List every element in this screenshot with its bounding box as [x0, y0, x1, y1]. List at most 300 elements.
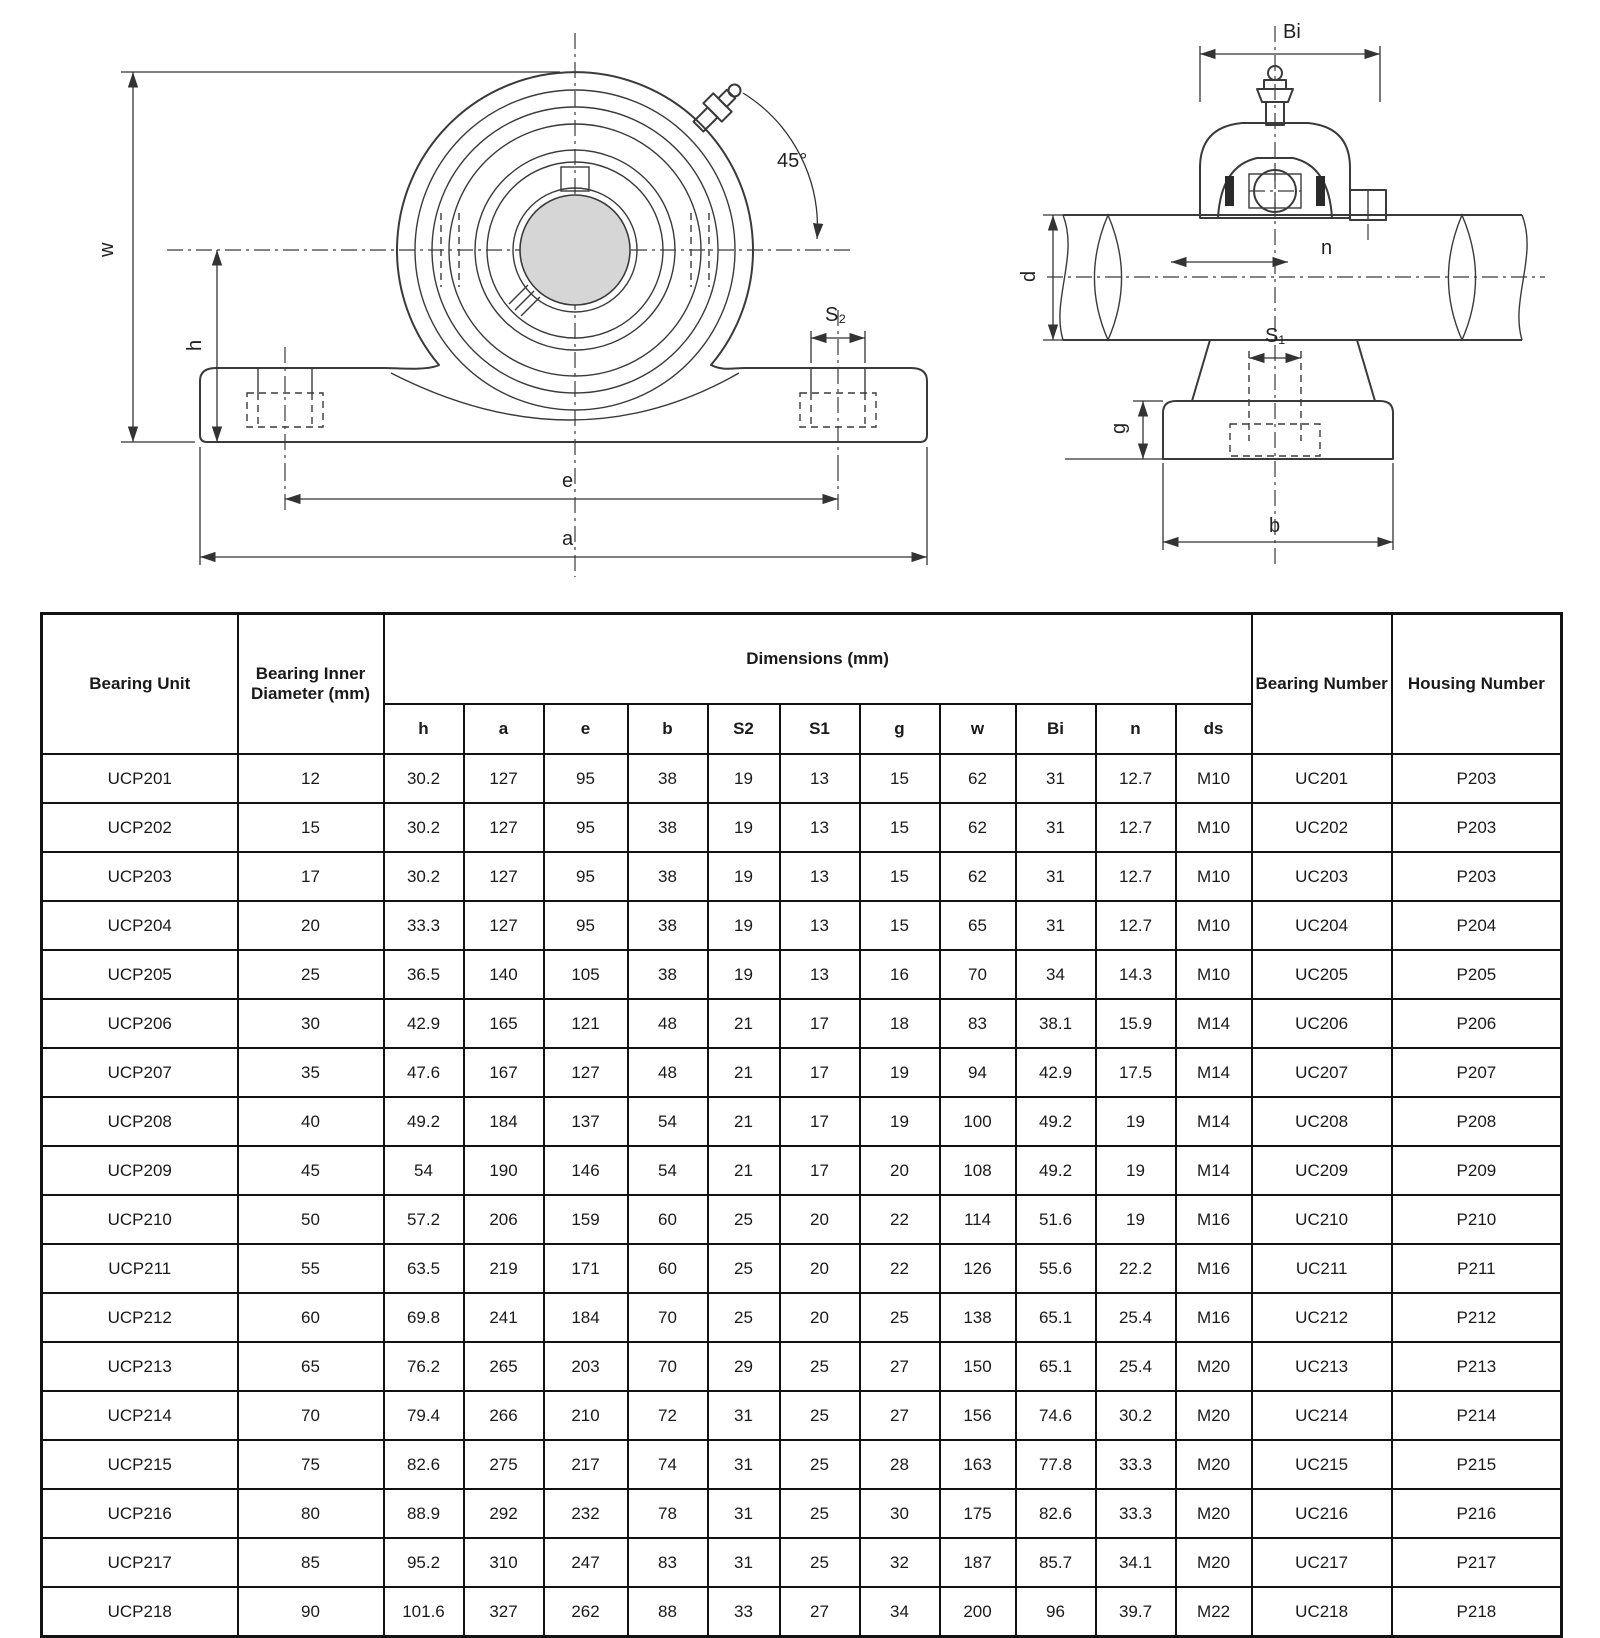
table-cell: P203 [1392, 754, 1562, 803]
table-cell: 15 [238, 803, 384, 852]
table-cell: 12.7 [1096, 852, 1176, 901]
table-row [42, 1097, 1562, 1146]
table-cell: 31 [1016, 852, 1096, 901]
table-cell: 90 [238, 1587, 384, 1637]
table-cell: P204 [1392, 901, 1562, 950]
table-cell: 21 [708, 999, 780, 1048]
dim-label-a: a [562, 528, 574, 550]
table-cell: 96 [1016, 1587, 1096, 1637]
table-cell: UCP216 [42, 1489, 238, 1538]
header-dimensions-group: Dimensions (mm) [384, 614, 1252, 705]
table-cell: 15 [860, 852, 940, 901]
table-cell: 206 [464, 1195, 544, 1244]
table-cell: 60 [628, 1244, 708, 1293]
table-cell: UCP210 [42, 1195, 238, 1244]
table-cell: 187 [940, 1538, 1016, 1587]
table-cell: 12.7 [1096, 803, 1176, 852]
table-cell: M10 [1176, 754, 1252, 803]
dim-label-g: g [1108, 422, 1130, 434]
table-cell: 65 [238, 1342, 384, 1391]
table-cell: 95 [544, 901, 628, 950]
table-cell: 34.1 [1096, 1538, 1176, 1587]
table-cell: 54 [628, 1146, 708, 1195]
grease-passage [509, 285, 540, 316]
table-cell: 25 [780, 1391, 860, 1440]
table-cell: 70 [940, 950, 1016, 999]
table-cell: UCP218 [42, 1587, 238, 1637]
table-cell: UCP207 [42, 1048, 238, 1097]
table-cell: P217 [1392, 1538, 1562, 1587]
table-cell: 25 [708, 1195, 780, 1244]
dimension-b [1163, 463, 1393, 550]
table-cell: 38 [628, 950, 708, 999]
table-cell: 21 [708, 1048, 780, 1097]
table-cell: 25 [708, 1293, 780, 1342]
table-cell: 28 [860, 1440, 940, 1489]
table-cell: UC210 [1252, 1195, 1392, 1244]
table-cell: 38 [628, 803, 708, 852]
table-cell: 77.8 [1016, 1440, 1096, 1489]
table-cell: 65 [940, 901, 1016, 950]
table-cell: UCP212 [42, 1293, 238, 1342]
table-cell: 34 [860, 1587, 940, 1637]
bearing-cap-section [1200, 123, 1350, 218]
table-cell: 105 [544, 950, 628, 999]
table-cell: 14.3 [1096, 950, 1176, 999]
table-cell: 17.5 [1096, 1048, 1176, 1097]
dim-label-s2: S₂ [825, 304, 847, 326]
table-row [42, 1587, 1562, 1637]
table-cell: 22 [860, 1244, 940, 1293]
table-cell: 48 [628, 1048, 708, 1097]
table-cell: 38.1 [1016, 999, 1096, 1048]
table-cell: 70 [628, 1293, 708, 1342]
table-cell: 25.4 [1096, 1293, 1176, 1342]
table-cell: 163 [940, 1440, 1016, 1489]
table-cell: 25 [860, 1293, 940, 1342]
table-cell: 78 [628, 1489, 708, 1538]
table-cell: 29 [708, 1342, 780, 1391]
table-row [42, 1391, 1562, 1440]
table-cell: 13 [780, 852, 860, 901]
table-cell: 32 [860, 1538, 940, 1587]
table-row [42, 1342, 1562, 1391]
table-cell: 20 [860, 1146, 940, 1195]
table-cell: 19 [708, 852, 780, 901]
table-cell: P207 [1392, 1048, 1562, 1097]
table-cell: 12.7 [1096, 754, 1176, 803]
table-cell: 19 [860, 1048, 940, 1097]
table-cell: P210 [1392, 1195, 1562, 1244]
table-cell: 200 [940, 1587, 1016, 1637]
table-cell: 19 [708, 950, 780, 999]
dim-col-header: e [544, 704, 628, 754]
table-cell: UCP213 [42, 1342, 238, 1391]
table-row [42, 852, 1562, 901]
table-cell: 100 [940, 1097, 1016, 1146]
table-body [42, 754, 1562, 1637]
table-cell: 25 [780, 1440, 860, 1489]
table-cell: P209 [1392, 1146, 1562, 1195]
table-cell: UCP204 [42, 901, 238, 950]
table-cell: 63.5 [384, 1244, 464, 1293]
seal-left [1225, 176, 1234, 206]
table-cell: 62 [940, 803, 1016, 852]
side-view-drawing [1005, 10, 1565, 580]
dim-label-h: h [184, 339, 206, 351]
table-cell: 30 [860, 1489, 940, 1538]
dim-label-45: 45° [777, 150, 808, 172]
table-row [42, 754, 1562, 803]
table-cell: 39.7 [1096, 1587, 1176, 1637]
table-cell: UC207 [1252, 1048, 1392, 1097]
table-cell: 17 [780, 999, 860, 1048]
table-cell: UC215 [1252, 1440, 1392, 1489]
table-cell: 327 [464, 1587, 544, 1637]
dimension-a [200, 447, 927, 565]
table-row [42, 1195, 1562, 1244]
dim-label-b: b [1269, 515, 1281, 537]
table-row [42, 1489, 1562, 1538]
front-view-drawing [55, 15, 955, 585]
table-cell: 80 [238, 1489, 384, 1538]
table-cell: UCP217 [42, 1538, 238, 1587]
table-cell: 22 [860, 1195, 940, 1244]
table-cell: M16 [1176, 1293, 1252, 1342]
table-cell: 33.3 [1096, 1440, 1176, 1489]
table-cell: 82.6 [1016, 1489, 1096, 1538]
table-cell: 74.6 [1016, 1391, 1096, 1440]
table-cell: UCP214 [42, 1391, 238, 1440]
table-row [42, 1440, 1562, 1489]
table-cell: 15.9 [1096, 999, 1176, 1048]
table-cell: 45 [238, 1146, 384, 1195]
table-cell: M16 [1176, 1195, 1252, 1244]
table-cell: 266 [464, 1391, 544, 1440]
table-cell: UC201 [1252, 754, 1392, 803]
table-cell: M10 [1176, 901, 1252, 950]
dim-col-header: b [628, 704, 708, 754]
dim-col-header: S2 [708, 704, 780, 754]
dim-col-header: Bi [1016, 704, 1096, 754]
table-cell: M10 [1176, 803, 1252, 852]
dim-col-header: ds [1176, 704, 1252, 754]
table-cell: 27 [860, 1391, 940, 1440]
table-cell: 13 [780, 803, 860, 852]
table-cell: 38 [628, 852, 708, 901]
dimension-n [1171, 237, 1332, 262]
bolt-slot-left [247, 347, 323, 465]
table-cell: 38 [628, 754, 708, 803]
table-cell: 94 [940, 1048, 1016, 1097]
table-cell: 217 [544, 1440, 628, 1489]
table-cell: 17 [780, 1097, 860, 1146]
header-bearing-inner-diameter: Bearing Inner Diameter (mm) [238, 614, 384, 755]
table-cell: 76.2 [384, 1342, 464, 1391]
table-cell: 25.4 [1096, 1342, 1176, 1391]
table-cell: 31 [1016, 901, 1096, 950]
table-cell: 60 [628, 1195, 708, 1244]
table-cell: 150 [940, 1342, 1016, 1391]
table-cell: UCP206 [42, 999, 238, 1048]
table-cell: 167 [464, 1048, 544, 1097]
table-cell: 232 [544, 1489, 628, 1538]
table-cell: 74 [628, 1440, 708, 1489]
table-cell: 19 [1096, 1097, 1176, 1146]
table-cell: 88 [628, 1587, 708, 1637]
table-cell: M14 [1176, 1097, 1252, 1146]
table-cell: 137 [544, 1097, 628, 1146]
table-cell: 190 [464, 1146, 544, 1195]
table-cell: 49.2 [384, 1097, 464, 1146]
table-cell: 54 [628, 1097, 708, 1146]
table-cell: 127 [464, 852, 544, 901]
table-cell: 175 [940, 1489, 1016, 1538]
table-cell: UC216 [1252, 1489, 1392, 1538]
table-cell: UC211 [1252, 1244, 1392, 1293]
table-row [42, 1146, 1562, 1195]
table-cell: 95 [544, 852, 628, 901]
table-cell: UC206 [1252, 999, 1392, 1048]
table-cell: 33.3 [1096, 1489, 1176, 1538]
table-cell: 38 [628, 901, 708, 950]
table-cell: 184 [464, 1097, 544, 1146]
table-cell: UCP208 [42, 1097, 238, 1146]
table-row [42, 1538, 1562, 1587]
table-cell: UC214 [1252, 1391, 1392, 1440]
table-cell: 95 [544, 803, 628, 852]
table-cell: 42.9 [1016, 1048, 1096, 1097]
table-cell: 60 [238, 1293, 384, 1342]
table-cell: M22 [1176, 1587, 1252, 1637]
table-cell: 247 [544, 1538, 628, 1587]
table-cell: 30.2 [384, 803, 464, 852]
table-cell: M16 [1176, 1244, 1252, 1293]
table-cell: 19 [708, 803, 780, 852]
table-cell: 83 [628, 1538, 708, 1587]
table-cell: 49.2 [1016, 1146, 1096, 1195]
dim-col-header: n [1096, 704, 1176, 754]
table-cell: UC204 [1252, 901, 1392, 950]
dim-col-header: w [940, 704, 1016, 754]
table-cell: M10 [1176, 950, 1252, 999]
table-row [42, 901, 1562, 950]
table-cell: M20 [1176, 1489, 1252, 1538]
table-cell: 72 [628, 1391, 708, 1440]
table-cell: 31 [1016, 754, 1096, 803]
table-cell: UC217 [1252, 1538, 1392, 1587]
table-cell: 20 [780, 1293, 860, 1342]
table-cell: 65.1 [1016, 1293, 1096, 1342]
table-cell: 184 [544, 1293, 628, 1342]
table-cell: 33.3 [384, 901, 464, 950]
table-cell: P205 [1392, 950, 1562, 999]
table-cell: 127 [464, 901, 544, 950]
table-cell: P206 [1392, 999, 1562, 1048]
table-cell: 126 [940, 1244, 1016, 1293]
table-cell: UCP205 [42, 950, 238, 999]
table-cell: 31 [708, 1391, 780, 1440]
table-cell: P214 [1392, 1391, 1562, 1440]
table-cell: 165 [464, 999, 544, 1048]
table-cell: 65.1 [1016, 1342, 1096, 1391]
table-cell: 20 [780, 1244, 860, 1293]
table-cell: 27 [860, 1342, 940, 1391]
table-cell: M20 [1176, 1538, 1252, 1587]
shaft [1047, 215, 1545, 340]
table-cell: 16 [860, 950, 940, 999]
table-cell: P216 [1392, 1489, 1562, 1538]
table-cell: 69.8 [384, 1293, 464, 1342]
table-cell: 15 [860, 803, 940, 852]
table-cell: UC218 [1252, 1587, 1392, 1637]
table-cell: M20 [1176, 1391, 1252, 1440]
header-row-group [42, 614, 1562, 705]
table-cell: 17 [780, 1146, 860, 1195]
header-housing-number: Housing Number [1392, 614, 1562, 755]
dimension-e [285, 465, 838, 512]
shaft-bore [520, 195, 630, 305]
table-cell: 108 [940, 1146, 1016, 1195]
dim-label-w: w [96, 242, 118, 257]
dim-label-s1: S₁ [1265, 325, 1286, 347]
dim-col-header: a [464, 704, 544, 754]
table-cell: 101.6 [384, 1587, 464, 1637]
table-cell: P212 [1392, 1293, 1562, 1342]
table-cell: UC205 [1252, 950, 1392, 999]
table-cell: 310 [464, 1538, 544, 1587]
table-cell: 25 [780, 1342, 860, 1391]
table-cell: 241 [464, 1293, 544, 1342]
table-cell: 50 [238, 1195, 384, 1244]
table-cell: P218 [1392, 1587, 1562, 1637]
table-cell: P203 [1392, 803, 1562, 852]
table-cell: 13 [780, 950, 860, 999]
header-bearing-unit: Bearing Unit [42, 614, 238, 755]
table-cell: UC208 [1252, 1097, 1392, 1146]
table-cell: 127 [544, 1048, 628, 1097]
table-cell: UC212 [1252, 1293, 1392, 1342]
table-row [42, 999, 1562, 1048]
table-cell: 49.2 [1016, 1097, 1096, 1146]
table-cell: 18 [860, 999, 940, 1048]
table-cell: 57.2 [384, 1195, 464, 1244]
table-cell: 31 [708, 1489, 780, 1538]
table-cell: 31 [708, 1440, 780, 1489]
table-cell: 79.4 [384, 1391, 464, 1440]
table-cell: 203 [544, 1342, 628, 1391]
table-cell: 27 [780, 1587, 860, 1637]
table-row [42, 1244, 1562, 1293]
table-cell: UCP201 [42, 754, 238, 803]
table-cell: 25 [708, 1244, 780, 1293]
table-cell: 82.6 [384, 1440, 464, 1489]
dim-label-n: n [1321, 237, 1333, 259]
dim-col-header: S1 [780, 704, 860, 754]
table-cell: 20 [238, 901, 384, 950]
table-cell: M14 [1176, 1048, 1252, 1097]
table-cell: UCP211 [42, 1244, 238, 1293]
table-cell: 75 [238, 1440, 384, 1489]
table-cell: 25 [780, 1538, 860, 1587]
table-cell: 30.2 [384, 852, 464, 901]
table-cell: 265 [464, 1342, 544, 1391]
table-cell: 171 [544, 1244, 628, 1293]
table-cell: 54 [384, 1146, 464, 1195]
table-cell: 42.9 [384, 999, 464, 1048]
table-cell: 48 [628, 999, 708, 1048]
table-cell: 19 [1096, 1146, 1176, 1195]
table-cell: UC213 [1252, 1342, 1392, 1391]
table-cell: 13 [780, 901, 860, 950]
table-cell: P213 [1392, 1342, 1562, 1391]
table-cell: 85 [238, 1538, 384, 1587]
table-cell: P208 [1392, 1097, 1562, 1146]
table-cell: 15 [860, 901, 940, 950]
grease-fitting [689, 77, 748, 136]
table-cell: 21 [708, 1146, 780, 1195]
table-cell: 19 [860, 1097, 940, 1146]
table-cell: P215 [1392, 1440, 1562, 1489]
table-cell: 51.6 [1016, 1195, 1096, 1244]
table-cell: M20 [1176, 1342, 1252, 1391]
table-cell: P211 [1392, 1244, 1562, 1293]
table-cell: 31 [708, 1538, 780, 1587]
table-cell: 156 [940, 1391, 1016, 1440]
table-cell: 13 [780, 754, 860, 803]
table-cell: 292 [464, 1489, 544, 1538]
table-cell: 70 [628, 1342, 708, 1391]
table-cell: 262 [544, 1587, 628, 1637]
dim-col-header: g [860, 704, 940, 754]
table-cell: 25 [238, 950, 384, 999]
table-cell: M20 [1176, 1440, 1252, 1489]
table-cell: M14 [1176, 999, 1252, 1048]
table-cell: 88.9 [384, 1489, 464, 1538]
table-cell: 22.2 [1096, 1244, 1176, 1293]
table-cell: 19 [708, 754, 780, 803]
table-cell: 127 [464, 803, 544, 852]
table-cell: UCP215 [42, 1440, 238, 1489]
dimension-g [1065, 401, 1163, 459]
table-row [42, 803, 1562, 852]
table-cell: 70 [238, 1391, 384, 1440]
table-cell: 159 [544, 1195, 628, 1244]
dim-label-e: e [562, 470, 574, 492]
table-cell: 55 [238, 1244, 384, 1293]
dimension-45-angle [743, 93, 817, 239]
table-cell: 95.2 [384, 1538, 464, 1587]
table-cell: P203 [1392, 852, 1562, 901]
table-cell: UC209 [1252, 1146, 1392, 1195]
table-row [42, 1293, 1562, 1342]
table-cell: 62 [940, 852, 1016, 901]
table-cell: 275 [464, 1440, 544, 1489]
table-cell: 20 [780, 1195, 860, 1244]
table-cell: 30 [238, 999, 384, 1048]
table-cell: 12 [238, 754, 384, 803]
table-cell: UCP209 [42, 1146, 238, 1195]
table-cell: 114 [940, 1195, 1016, 1244]
table-cell: UCP203 [42, 852, 238, 901]
table-cell: 19 [1096, 1195, 1176, 1244]
table-cell: 40 [238, 1097, 384, 1146]
table-cell: 17 [780, 1048, 860, 1097]
table-cell: 146 [544, 1146, 628, 1195]
table-cell: 95 [544, 754, 628, 803]
header-bearing-number: Bearing Number [1252, 614, 1392, 755]
table-cell: 210 [544, 1391, 628, 1440]
